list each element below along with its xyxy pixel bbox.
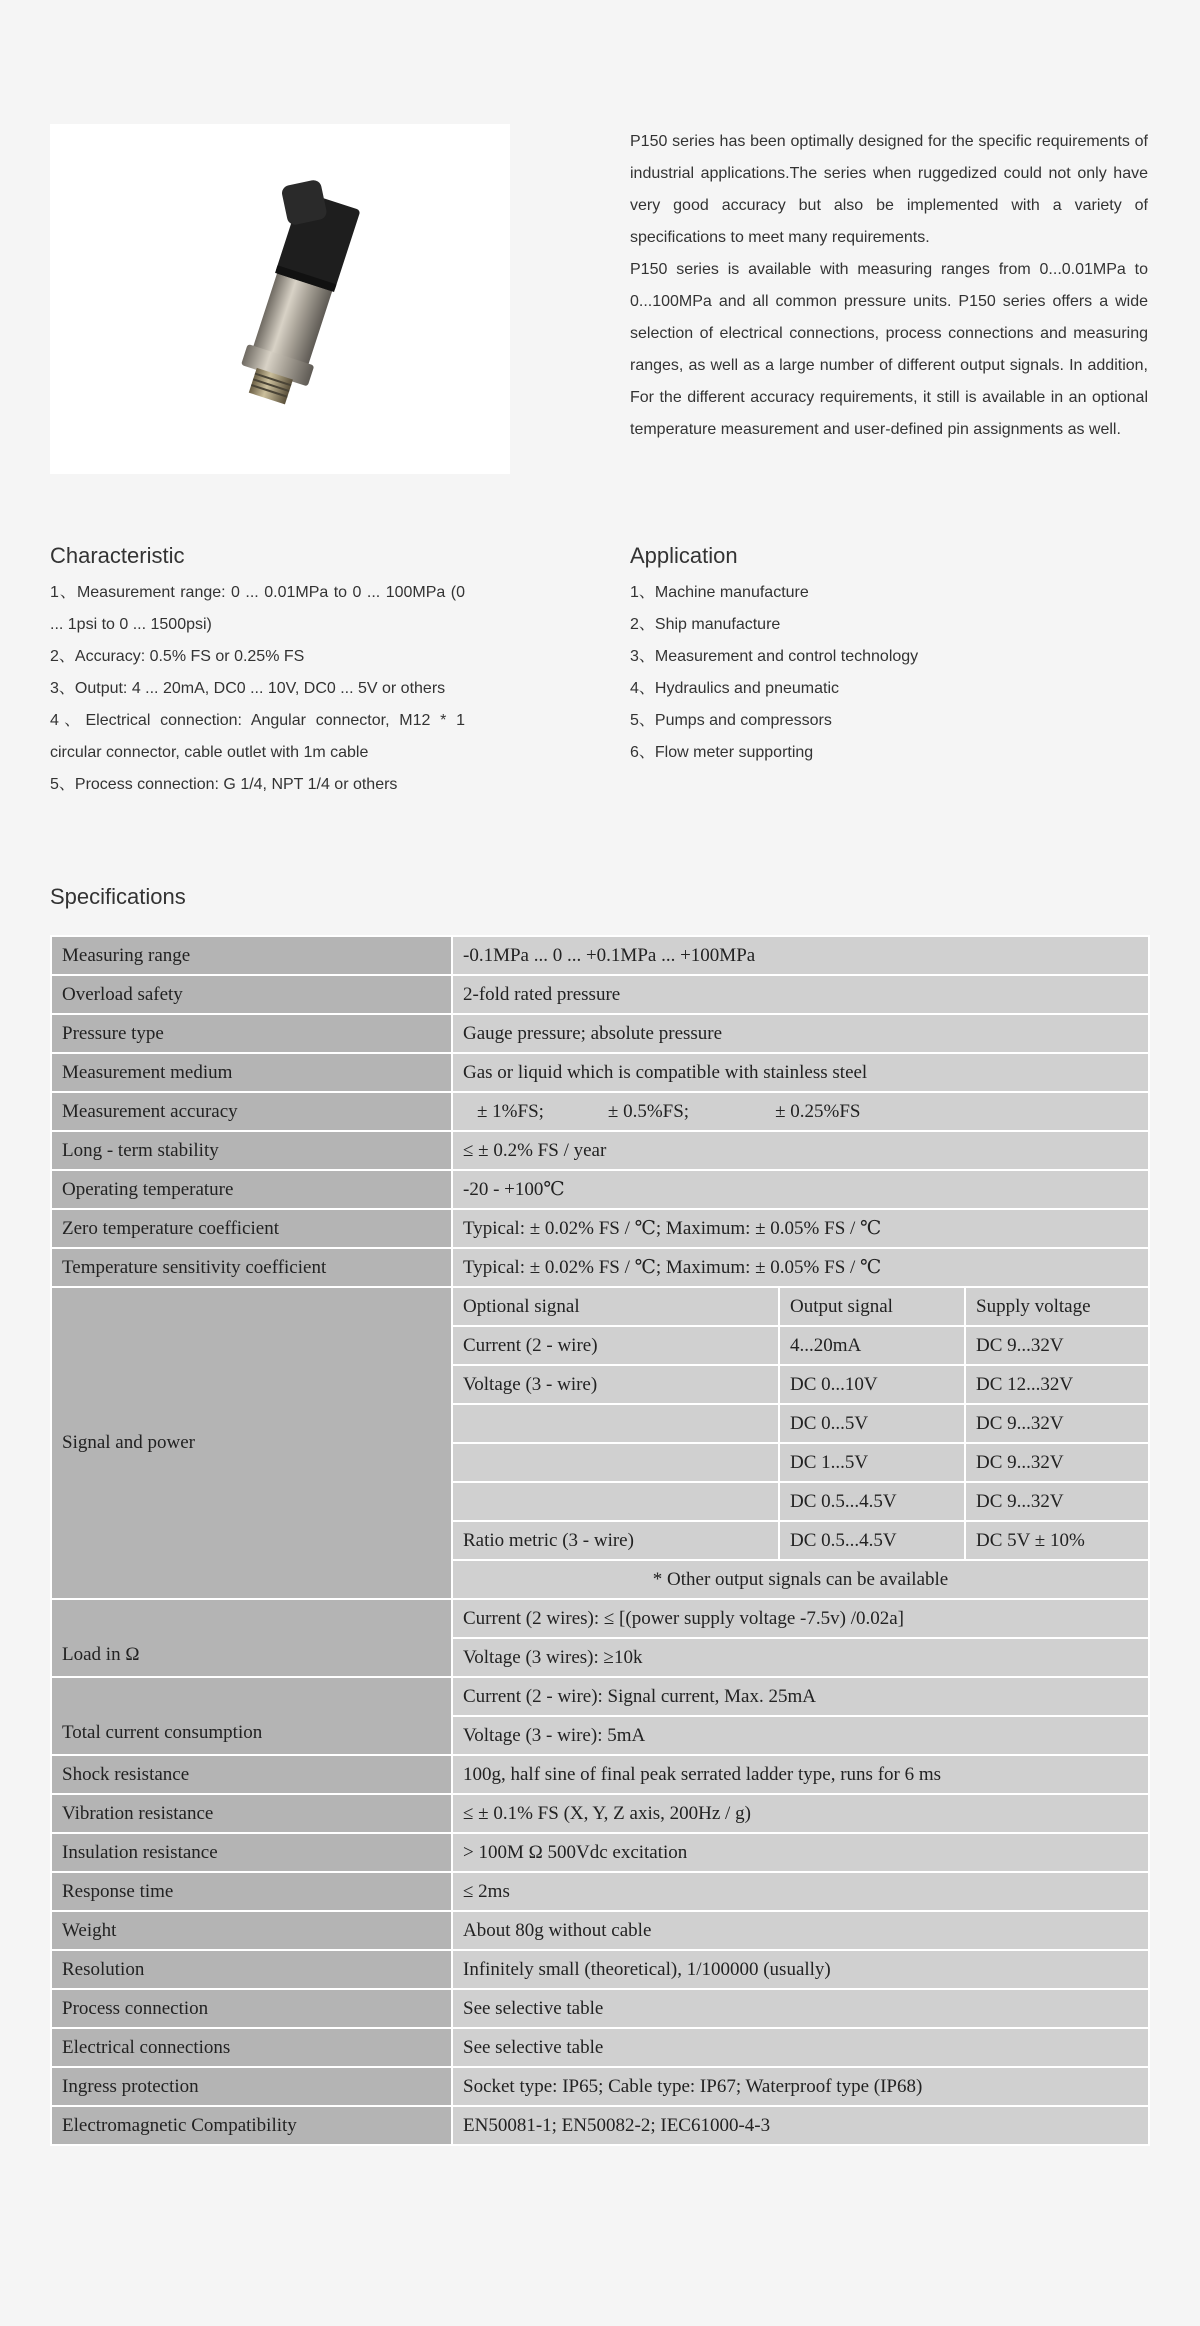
signal-cell: 4...20mA (779, 1326, 965, 1365)
spec-value: Infinitely small (theoretical), 1/100000 (usually) (452, 1950, 1149, 1989)
spec-label: Load in Ω (51, 1599, 452, 1677)
spec-label: Measuring range (51, 936, 452, 975)
product-image (50, 124, 510, 474)
spec-value: Current (2 - wire): Signal current, Max. 25mA (452, 1677, 1149, 1716)
spec-value: Voltage (3 wires): ≥10k (452, 1638, 1149, 1677)
accuracy-option: ± 0.5%FS; (607, 1100, 690, 1122)
list-item: 1、Measurement range: 0 ... 0.01MPa to 0 ... 100MPa (0 ... 1psi to 0 ... 1500psi) (50, 584, 465, 633)
spec-label: Electrical connections (51, 2028, 452, 2067)
spec-label: Zero temperature coefficient (51, 1209, 452, 1248)
spec-label: Operating temperature (51, 1170, 452, 1209)
spec-value: -0.1MPa ... 0 ... +0.1MPa ... +100MPa (452, 936, 1149, 975)
spec-label: Weight (51, 1911, 452, 1950)
signal-cell: DC 9...32V (965, 1482, 1149, 1521)
list-item: 6、Flow meter supporting (630, 744, 814, 761)
table-row (51, 1833, 1149, 1872)
signal-header: Supply voltage (965, 1287, 1149, 1326)
spec-value: ≤ 2ms (452, 1872, 1149, 1911)
application-title: Application (630, 543, 738, 568)
list-item: 4、Hydraulics and pneumatic (630, 680, 839, 697)
list-item: 1、Machine manufacture (630, 584, 809, 601)
spec-value: ≤ ± 0.1% FS (X, Y, Z axis, 200Hz / g) (452, 1794, 1149, 1833)
spec-label: Overload safety (51, 975, 452, 1014)
signal-cell: DC 1...5V (779, 1443, 965, 1482)
signal-cell: DC 12...32V (965, 1365, 1149, 1404)
table-row (51, 975, 1149, 1014)
list-item: 2、Accuracy: 0.5% FS or 0.25% FS (50, 648, 305, 665)
list-item: 5、Process connection: G 1/4, NPT 1/4 or others (50, 776, 398, 793)
spec-value: Gauge pressure; absolute pressure (452, 1014, 1149, 1053)
spec-label: Long - term stability (51, 1131, 452, 1170)
spec-label: Shock resistance (51, 1755, 452, 1794)
spec-label: Temperature sensitivity coefficient (51, 1248, 452, 1287)
spec-value: About 80g without cable (452, 1911, 1149, 1950)
spec-label: Pressure type (51, 1014, 452, 1053)
spec-value: Current (2 wires): ≤ [(power supply voltage -7.5v) /0.02a] (452, 1599, 1149, 1638)
list-item: 3、Measurement and control technology (630, 648, 919, 665)
list-item: 4、Electrical connection: Angular connector, M12 * 1 circular connector, cable outlet with 1m cable (50, 712, 465, 761)
signal-cell (452, 1404, 779, 1443)
spec-label: Signal and power (51, 1287, 452, 1599)
spec-value: > 100M Ω 500Vdc excitation (452, 1833, 1149, 1872)
signal-header: Output signal (779, 1287, 965, 1326)
accuracy-option: ± 1%FS; (477, 1100, 544, 1122)
spec-value: 100g, half sine of final peak serrated ladder type, runs for 6 ms (452, 1755, 1149, 1794)
table-row (51, 1092, 1149, 1131)
spec-value: Typical: ± 0.02% FS / ℃; Maximum: ± 0.05% FS / ℃ (452, 1248, 1149, 1287)
table-row (51, 1248, 1149, 1287)
spec-label: Measurement accuracy (51, 1092, 452, 1131)
spec-value: Socket type: IP65; Cable type: IP67; Waterproof type (IP68) (452, 2067, 1149, 2106)
table-row (51, 1872, 1149, 1911)
table-row (51, 2067, 1149, 2106)
spec-label: Ingress protection (51, 2067, 452, 2106)
signal-cell: DC 0.5...4.5V (779, 1482, 965, 1521)
spec-value (452, 1092, 1149, 1131)
specifications-table (50, 935, 1150, 2146)
signal-cell: DC 0.5...4.5V (779, 1521, 965, 1560)
pressure-transmitter-illustration (50, 124, 510, 474)
spec-label: Electromagnetic Compatibility (51, 2106, 452, 2145)
signal-header: Optional signal (452, 1287, 779, 1326)
table-row (51, 1014, 1149, 1053)
specifications-title: Specifications (50, 884, 186, 909)
spec-label: Vibration resistance (51, 1794, 452, 1833)
product-description (630, 126, 1148, 446)
table-row (51, 1131, 1149, 1170)
table-row (51, 1170, 1149, 1209)
table-row (51, 1755, 1149, 1794)
signal-cell: DC 9...32V (965, 1404, 1149, 1443)
spec-value: Voltage (3 - wire): 5mA (452, 1716, 1149, 1755)
table-row (51, 2106, 1149, 2145)
signal-cell: DC 5V ± 10% (965, 1521, 1149, 1560)
table-row (51, 936, 1149, 975)
characteristic-list (50, 577, 465, 801)
spec-value: -20 - +100℃ (452, 1170, 1149, 1209)
table-row (51, 1287, 1149, 1326)
signal-cell: DC 0...10V (779, 1365, 965, 1404)
accuracy-option: ± 0.25%FS (775, 1100, 861, 1122)
table-row (51, 2028, 1149, 2067)
table-row (51, 1677, 1149, 1716)
spec-value: Typical: ± 0.02% FS / ℃; Maximum: ± 0.05% FS / ℃ (452, 1209, 1149, 1248)
table-row (51, 1950, 1149, 1989)
signal-cell: Voltage (3 - wire) (452, 1365, 779, 1404)
spec-value: Gas or liquid which is compatible with stainless steel (452, 1053, 1149, 1092)
spec-label: Process connection (51, 1989, 452, 2028)
spec-label: Measurement medium (51, 1053, 452, 1092)
table-row (51, 1989, 1149, 2028)
description-paragraph: P150 series has been optimally designed for the specific requirements of industrial applications.The series when ruggedized could not only have very good accuracy but also be implemented with a variety of specifications to meet many requirements. (630, 133, 1148, 246)
signal-cell: DC 0...5V (779, 1404, 965, 1443)
spec-label: Total current consumption (51, 1677, 452, 1755)
spec-value: 2-fold rated pressure (452, 975, 1149, 1014)
signal-cell: Current (2 - wire) (452, 1326, 779, 1365)
list-item: 2、Ship manufacture (630, 616, 781, 633)
spec-label: Response time (51, 1872, 452, 1911)
characteristic-title: Characteristic (50, 543, 185, 568)
application-list (630, 577, 1148, 769)
spec-value: ≤ ± 0.2% FS / year (452, 1131, 1149, 1170)
spec-value: See selective table (452, 2028, 1149, 2067)
spec-value: See selective table (452, 1989, 1149, 2028)
spec-label: Insulation resistance (51, 1833, 452, 1872)
description-paragraph: P150 series is available with measuring ranges from 0...0.01MPa to 0...100MPa and all common pressure units. P150 series offers a wide selection of electrical connections, process connections and measuring ranges, as well as a large number of different output signals. In addition, For the different accuracy requirements, it still is available in an optional temperature measurement and user-defined pin assignments as well. (630, 261, 1148, 438)
signal-note: * Other output signals can be available (452, 1560, 1149, 1599)
spec-value: EN50081-1; EN50082-2; IEC61000-4-3 (452, 2106, 1149, 2145)
table-row (51, 1209, 1149, 1248)
signal-cell: Ratio metric (3 - wire) (452, 1521, 779, 1560)
signal-cell (452, 1443, 779, 1482)
table-row (51, 1794, 1149, 1833)
spec-label: Resolution (51, 1950, 452, 1989)
list-item: 3、Output: 4 ... 20mA, DC0 ... 10V, DC0 ... 5V or others (50, 680, 446, 697)
signal-cell: DC 9...32V (965, 1443, 1149, 1482)
signal-cell (452, 1482, 779, 1521)
table-row (51, 1911, 1149, 1950)
list-item: 5、Pumps and compressors (630, 712, 832, 729)
table-row (51, 1053, 1149, 1092)
table-row (51, 1599, 1149, 1638)
signal-cell: DC 9...32V (965, 1326, 1149, 1365)
